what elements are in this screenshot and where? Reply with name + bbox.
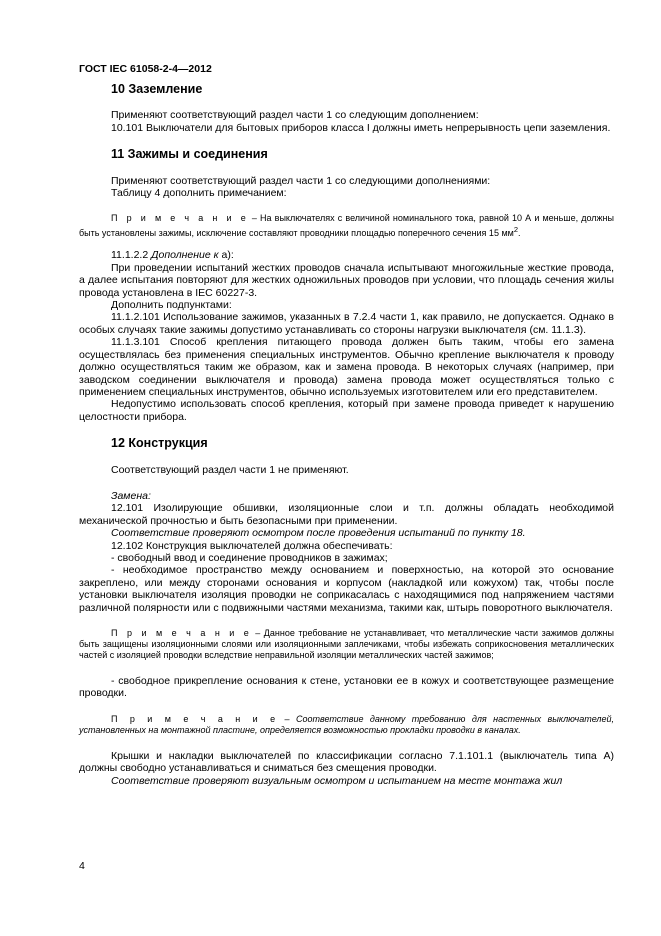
- s11-paragraph-3: [79, 249, 614, 261]
- s11-paragraph-8: Недопустимо использовать способ крепления, который при замене провода приведет к нарушению целостности прибора.: [79, 398, 614, 423]
- note-text: – Данное требование не устанавливает, что металлические части зажимов должны быть защищены изоляционными слоями или изоляционными заплечиками, чтобы избежать соприкосновения металлических частей с изоляцией проводки вследствие неправильной изоляции металлических частей зажимов;: [79, 628, 614, 660]
- s11-paragraph-7: 11.1.3.101 Способ крепления питающего провода должен быть таким, чтобы его замена осуществлялась без применения специальных инструментов. Обычно крепление выключателя к проводу должно осуществляться таким же образом, как и замена провода. В некоторых случаях (например, при заводском соединении выключателя и провода) замена провода может осуществляться только с применением специальных инструментов, обычно используемых изготовителем или его представителем.: [79, 336, 614, 398]
- s11-paragraph-2: Таблицу 4 дополнить примечанием:: [111, 187, 287, 200]
- page-number: 4: [79, 860, 85, 872]
- s12-paragraph-5: 12.102 Конструкция выключателей должна обеспечивать:: [111, 539, 393, 552]
- page-content: [79, 83, 614, 787]
- note-superscript: 2: [513, 225, 518, 235]
- s12-paragraph-1: Соответствующий раздел части 1 не применяют.: [111, 463, 349, 476]
- s12-paragraph-6: - свободный ввод и соединение проводников в зажимах;: [111, 551, 388, 564]
- s10-paragraph-1: Применяют соответствующий раздел части 1 со следующим дополнением:: [111, 109, 479, 122]
- s11-paragraph-5: Дополнить подпунктами:: [111, 299, 232, 312]
- s12-paragraph-4: Соответствие проверяют осмотром после проведения испытаний по пункту 18.: [111, 527, 526, 540]
- note-end: .: [518, 228, 521, 239]
- note-label: П р и м е ч а н и е: [111, 628, 252, 638]
- clause-number: 11.1.2.2: [111, 249, 152, 262]
- note-label: П р и м е ч а н и е: [111, 713, 279, 724]
- clause-italic: Дополнение к: [151, 249, 219, 262]
- s11-paragraph-6: 11.1.2.101 Использование зажимов, указанных в 7.2.4 части 1, как правило, не допускается. Однако в особых случаях такие зажимы допустимо устанавливать со стороны нагрузки выключателя (см. 11.1.3).: [79, 311, 614, 336]
- note-text: – Соответствие данному требованию для настенных выключателей, установленных на монтажной пластине, определяется возможностью прокладки проводки в каналах.: [79, 713, 614, 735]
- s12-paragraph-9: Крышки и накладки выключателей по классификации согласно 7.1.101.1 (выключатель типа А) должны свободно устанавливаться и сниматься без смещения проводки.: [79, 749, 614, 775]
- s12-note-3: [79, 714, 614, 736]
- s12-note-2: [79, 628, 614, 661]
- s12-paragraph-3: 12.101 Изолирующие обшивки, изоляционные слои и т.п. должны обладать необходимой механической прочностью и быть безопасными при применении.: [79, 502, 614, 527]
- s11-paragraph-1: Применяют соответствующий раздел части 1 со следующими дополнениями:: [111, 174, 491, 187]
- note-label: П р и м е ч а н и е: [111, 213, 249, 224]
- s12-paragraph-2: Замена:: [111, 489, 151, 502]
- section-12-title: 12 Конструкция: [111, 436, 208, 451]
- section-10-title: 10 Заземление: [111, 82, 203, 96]
- clause-end: а):: [218, 249, 234, 262]
- s11-note: [79, 213, 614, 239]
- s10-paragraph-2: 10.101 Выключатели для бытовых приборов класса I должны иметь непрерывность цепи заземления.: [111, 121, 611, 134]
- section-11-title: 11 Зажимы и соединения: [111, 147, 268, 162]
- note-text: – На выключателях с величиной номинального тока, равной 10 А и меньше, должны быть установлены зажимы, исключение составляют проводники площадью поперечного сечения 15 мм: [79, 213, 614, 239]
- s12-paragraph-8: - свободное прикрепление основания к стене, установки ее в кожух и соответствующее размещение проводки.: [79, 675, 614, 700]
- document-header: ГОСТ IEC 61058-2-4—2012: [79, 63, 212, 75]
- s12-paragraph-10: Соответствие проверяют визуальным осмотром и испытанием на месте монтажа жил: [111, 774, 563, 787]
- s11-paragraph-4: При проведении испытаний жестких проводов сначала испытывают многожильные жесткие провода, а далее испытания повторяют для жестких одножильных проводов при условии, что площадь сечения жилы провода установлена в IEC 60227-3.: [79, 261, 614, 299]
- s12-paragraph-7: - необходимое пространство между основанием и поверхностью, на которой это основание закреплено, или между сторонами основания и корпусом (накладкой или кожухом) так, чтобы после установки выключателя изоляция проводки не соприкасалась с находящимися под напряжением частями различной полярности или с подвижными частями механизма, такими как, штырь поворотного выключателя.: [79, 564, 614, 614]
